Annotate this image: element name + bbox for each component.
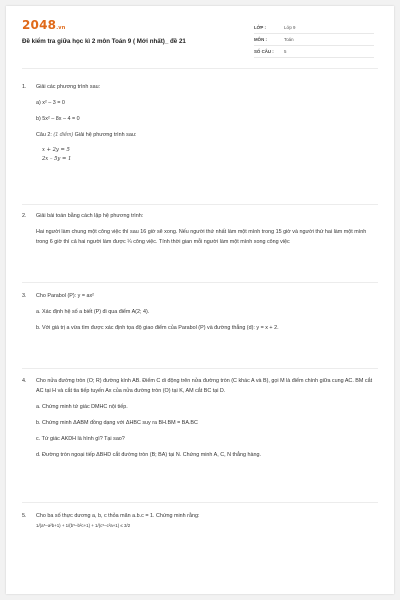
exam-meta [254, 22, 374, 58]
part-a: a. Chứng minh tứ giác DMHC nội tiếp. [36, 404, 128, 410]
sub-question-2 [22, 130, 378, 140]
question-5 [22, 511, 378, 531]
part-b: b) 5x² – 8x – 4 = 0 [36, 116, 80, 122]
meta-row-class [254, 22, 374, 34]
sub-question-text: Giải hệ phương trình sau: [74, 132, 137, 138]
part-a: a) x² – 3 = 0 [36, 100, 65, 106]
meta-key: SỐ CÂU : [254, 49, 274, 54]
question-2 [22, 211, 378, 247]
question-number: 2. [22, 213, 27, 219]
meta-row-subject [254, 34, 374, 46]
question-4 [22, 376, 378, 460]
inequality-formula: 1/(a⁵–a²b+1) + 1/(b⁵–b²c+1) + 1/(c⁵–c²a+1) ≤ 3/2 [36, 523, 131, 528]
question-number: 4. [22, 378, 27, 384]
part-c: c. Tứ giác AKDH là hình gì? Tại sao? [36, 436, 125, 442]
question-3 [22, 291, 378, 333]
sub-question-label: Câu 2: [36, 132, 52, 138]
meta-key: MÔN : [254, 37, 267, 42]
page-title: Đề kiểm tra giữa học kì 2 môn Toán 9 ( Mới nhất)_ đề 21 [22, 38, 186, 45]
sub-question-points: (1 điểm) [53, 132, 74, 138]
question-text: Cho ba số thực dương a, b, c thỏa mãn a.b.c = 1. Chứng minh rằng: [36, 513, 200, 519]
question-number: 1. [22, 84, 27, 90]
meta-value: 5 [284, 49, 287, 54]
divider [22, 282, 378, 283]
question-1 [22, 82, 378, 164]
meta-key: LỚP : [254, 25, 266, 30]
question-text: Cho Parabol (P): y = ax² [36, 293, 94, 299]
question-body: Hai người làm chung một công việc thì sau 16 giờ sẽ xong. Nếu người thứ nhất làm một mình trong 15 giờ và người thứ hai làm một mình trong 6 giờ thì cả hai người làm được ¼ công việc. Tính thời gian mỗi người làm một mình xong công việc [36, 229, 367, 245]
part-d: d. Đường tròn ngoại tiếp ΔBHD cắt đường tròn (B; BA) tại N. Chứng minh A, C, N thẳng hàng. [36, 452, 261, 458]
question-text: Giải các phương trình sau: [36, 84, 101, 90]
question-number: 3. [22, 293, 27, 299]
divider [22, 68, 378, 69]
meta-value: Toán [284, 37, 294, 42]
divider [22, 502, 378, 503]
divider [22, 368, 378, 369]
part-b: b. Với giá trị a vừa tìm được xác định tọa độ giao điểm của Parabol (P) và đường thẳng (d): y = x + 2. [36, 325, 279, 331]
part-b: b. Chứng minh ΔABM đồng dạng với ΔHBC suy ra BH.BM = BA.BC [36, 420, 198, 426]
question-text: Giải bài toán bằng cách lập hệ phương trình: [36, 213, 144, 219]
question-text: Cho nửa đường tròn (O; R) đường kính AB. Điểm C di động trên nửa đường tròn (C khác A và B), gọi M là điểm chính giữa cung AC. BM cắt AC tại H và cắt tia tiếp tuyến Ax của nửa đường tròn (O) tại K, AM cắt BC tại D. [36, 378, 373, 394]
logo-text: 2048 [22, 18, 57, 32]
divider [22, 204, 378, 205]
meta-value: Lớp 9 [284, 25, 296, 30]
equation-system-line-2: 2x – 5y = 1 [42, 156, 72, 162]
logo-tld: .vn [56, 25, 66, 31]
question-number: 5. [22, 513, 27, 519]
equation-system-line-1: x + 2y = 5 [42, 147, 70, 153]
site-logo[interactable] [22, 18, 66, 32]
meta-row-count [254, 46, 374, 58]
document-page [6, 6, 394, 594]
part-a: a. Xác định hệ số a biết (P) đi qua điểm A(2; 4). [36, 309, 150, 315]
